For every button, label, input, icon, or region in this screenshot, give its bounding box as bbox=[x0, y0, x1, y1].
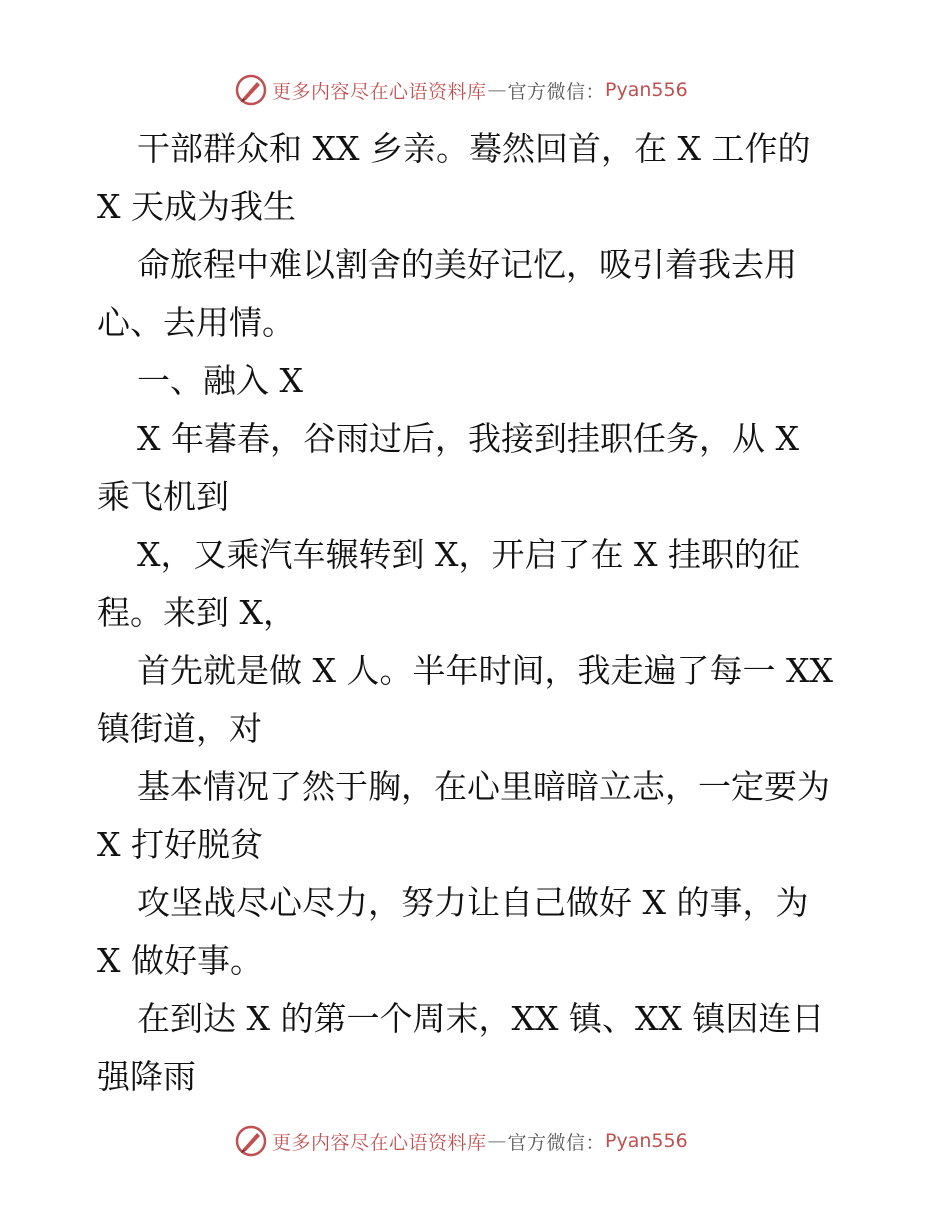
banner-official-label: 官方微信： bbox=[507, 1131, 606, 1154]
banner-official-label: 官方微信： bbox=[507, 80, 606, 103]
text-line: X 做好事。 bbox=[97, 941, 263, 980]
text-line: 攻坚战尽心尽力，努力让自己做好 X 的事，为 bbox=[137, 883, 809, 922]
text-line: 镇街道，对 bbox=[97, 709, 262, 748]
paragraph bbox=[97, 874, 857, 990]
document-body bbox=[97, 120, 857, 1106]
text-line: X 天成为我生 bbox=[97, 187, 296, 226]
text-line: 一、融入 X bbox=[137, 361, 303, 400]
text-line: X 年暮春，谷雨过后，我接到挂职任务，从 X bbox=[137, 419, 799, 458]
text-line: X 打好脱贫 bbox=[97, 825, 263, 864]
banner-main-text: 更多内容尽在心语资料库 bbox=[272, 80, 487, 103]
paragraph bbox=[97, 236, 857, 352]
banner-dash: — bbox=[487, 79, 507, 101]
paragraph bbox=[97, 526, 857, 642]
text-line: 乘飞机到 bbox=[97, 477, 229, 516]
paragraph bbox=[97, 758, 857, 874]
text-line: 程。来到 X， bbox=[97, 593, 296, 632]
paragraph bbox=[97, 120, 857, 236]
banner-wechat-id: Pyan556 bbox=[605, 1130, 688, 1152]
text-line: 强降雨 bbox=[97, 1057, 196, 1096]
section-heading bbox=[97, 352, 857, 410]
pen-logo-icon bbox=[234, 1124, 268, 1158]
banner-dash: — bbox=[487, 1130, 507, 1152]
text-line: 基本情况了然于胸，在心里暗暗立志，一定要为 bbox=[137, 767, 830, 806]
paragraph bbox=[97, 410, 857, 526]
banner-main-text: 更多内容尽在心语资料库 bbox=[272, 1131, 487, 1154]
text-line: 在到达 X 的第一个周末，XX 镇、XX 镇因连日 bbox=[137, 999, 825, 1038]
text-line: 心、去用情。 bbox=[97, 303, 295, 342]
pen-logo-icon bbox=[234, 73, 268, 107]
header-banner bbox=[234, 73, 688, 107]
text-line: 命旅程中难以割舍的美好记忆，吸引着我去用 bbox=[137, 245, 797, 284]
footer-banner bbox=[234, 1124, 688, 1158]
paragraph bbox=[97, 642, 857, 758]
paragraph bbox=[97, 990, 857, 1106]
text-line: 干部群众和 XX 乡亲。蓦然回首，在 X 工作的 bbox=[137, 129, 811, 168]
banner-wechat-id: Pyan556 bbox=[605, 79, 688, 101]
text-line: X，又乘汽车辗转到 X，开启了在 X 挂职的征 bbox=[137, 535, 800, 574]
text-line: 首先就是做 X 人。半年时间，我走遍了每一 XX bbox=[137, 651, 833, 690]
